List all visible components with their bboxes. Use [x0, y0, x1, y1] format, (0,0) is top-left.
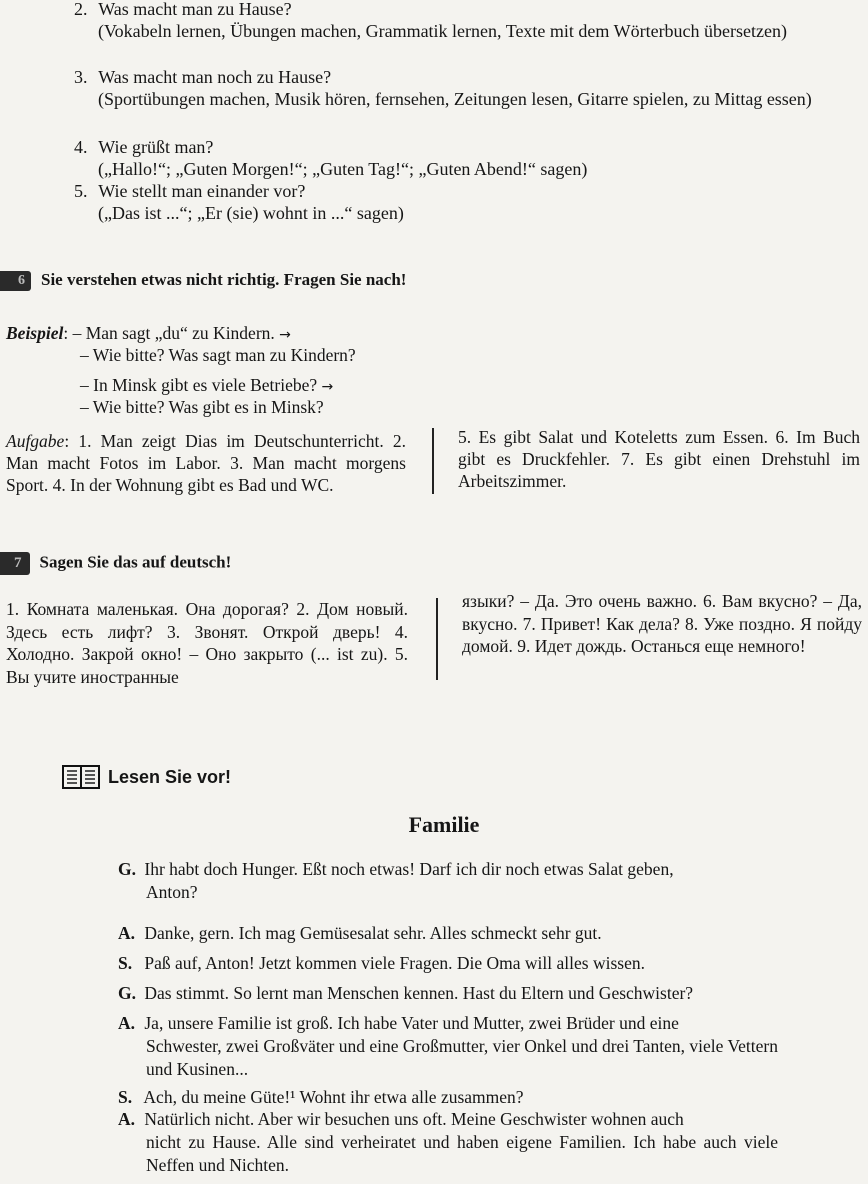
exercise-7-right-column: языки? – Да. Это очень важно. 6. Вам вкусно? – Да, вкусно. 7. Привет! Как дела? 8. Уже поздно. Я пойду домой. 9. Идет дождь. Останься еще немного! [462, 591, 862, 656]
exercise-7-title: Sagen Sie das auf deutsch! [39, 552, 232, 572]
dialog-line-6: S. Ach, du meine Güte!¹ Wohnt ihr etwa alle zusammen? [118, 1087, 524, 1107]
beispiel-line-4: – Wie bitte? Was gibt es in Minsk? [80, 397, 324, 417]
question-text: Was macht man zu Hause? [98, 0, 292, 19]
speaker: S. [118, 953, 133, 973]
dialog-line-1: G. Ihr habt doch Hunger. Eßt noch etwas! Darf ich dir noch etwas Salat geben, Anton? [118, 859, 674, 902]
aufgabe-label: Aufgabe [6, 431, 65, 451]
dialog-line-7: A. Natürlich nicht. Aber wir besuchen uns oft. Meine Geschwister wohnen auch nicht zu Hause. Alle sind verheiratet und haben eigene Familien. Ich habe auch viele Neffen und Nichten. [118, 1109, 778, 1175]
beispiel-line-1: Beispiel: – Man sagt „du“ zu Kindern. → [6, 323, 291, 343]
speaker: G. [118, 983, 136, 1003]
column-divider [432, 428, 434, 494]
exercise-6-right-column: 5. Es gibt Salat und Koteletts zum Essen. 6. Im Buch gibt es Druckfehler. 7. Es gibt einen Drehstuhl im Arbeitszimmer. [458, 427, 860, 491]
speaker: A. [118, 1013, 136, 1033]
lesen-heading [62, 764, 231, 790]
question-text: Wie stellt man einander vor? [98, 181, 306, 201]
speaker: A. [118, 1109, 136, 1129]
exercise-7-badge: 7 [0, 552, 30, 575]
text-title: Familie [408, 812, 480, 837]
dialog-line-3: S. Paß auf, Anton! Jetzt kommen viele Fragen. Die Oma will alles wissen. [118, 953, 645, 973]
arrow-icon: → [321, 379, 334, 395]
exercise-7-header [0, 552, 231, 575]
exercise-6-header [0, 270, 406, 291]
question-5: 5. Wie stellt man einander vor? („Das ist ...“; „Er (sie) wohnt in ...“ sagen) [74, 180, 854, 224]
book-icon [62, 764, 100, 790]
question-4: 4. Wie grüßt man? („Hallo!“; „Guten Morgen!“; „Guten Tag!“; „Guten Abend!“ sagen) [74, 136, 854, 180]
question-answer: („Das ist ...“; „Er (sie) wohnt in ...“ sagen) [98, 203, 404, 223]
question-3: 3. Was macht man noch zu Hause? (Sportübungen machen, Musik hören, fernsehen, Zeitungen lesen, Gitarre spielen, zu Mittag essen) [74, 66, 854, 110]
speaker: A. [118, 923, 136, 943]
beispiel-label: Beispiel [6, 323, 64, 343]
dialog-line-2: A. Danke, gern. Ich mag Gemüsesalat sehr. Alles schmeckt sehr gut. [118, 923, 602, 943]
speaker: G. [118, 859, 136, 879]
speaker: S. [118, 1087, 133, 1107]
beispiel-line-3: – In Minsk gibt es viele Betriebe? → [80, 375, 334, 395]
question-answer: (Sportübungen machen, Musik hören, fernsehen, Zeitungen lesen, Gitarre spielen, zu Mittag essen) [98, 89, 812, 109]
question-text: Was macht man noch zu Hause? [98, 67, 332, 87]
question-answer: (Vokabeln lernen, Übungen machen, Grammatik lernen, Texte mit dem Wörterbuch übersetzen) [98, 21, 788, 41]
column-divider [436, 598, 438, 680]
beispiel-line-2: – Wie bitte? Was sagt man zu Kindern? [80, 345, 356, 365]
exercise-6-badge: 6 [0, 271, 31, 291]
exercise-6-left-column: Aufgabe: 1. Man zeigt Dias im Deutschunterricht. 2. Man macht Fotos im Labor. 3. Man macht morgens Sport. 4. In der Wohnung gibt es Bad und WC. [6, 431, 406, 495]
exercise-6-title: Sie verstehen etwas nicht richtig. Fragen Sie nach! [41, 270, 407, 289]
lesen-label: Lesen Sie vor! [108, 766, 232, 787]
question-2: 2. Was macht man zu Hause? (Vokabeln lernen, Übungen machen, Grammatik lernen, Texte mit dem Wörterbuch übersetzen) [74, 0, 854, 42]
dialog-line-5: A. Ja, unsere Familie ist groß. Ich habe Vater und Mutter, zwei Brüder und eine Schwester, zwei Großväter und eine Großmutter, vier Onkel und drei Tanten, viele Vettern und Kusinen... [118, 1013, 778, 1079]
dialog-line-4: G. Das stimmt. So lernt man Menschen kennen. Hast du Eltern und Geschwister? [118, 983, 694, 1003]
question-answer: („Hallo!“; „Guten Morgen!“; „Guten Tag!“; „Guten Abend!“ sagen) [98, 159, 588, 179]
question-text: Wie grüßt man? [98, 137, 214, 157]
exercise-7-left-column: 1. Комната маленькая. Она дорогая? 2. Дом новый. Здесь есть лифт? 3. Звонят. Открой дверь! 4. Холодно. Закрой окно! – Оно закрыто (... ist zu). 5. Вы учите иностранные [6, 599, 408, 687]
arrow-icon: → [279, 327, 291, 343]
